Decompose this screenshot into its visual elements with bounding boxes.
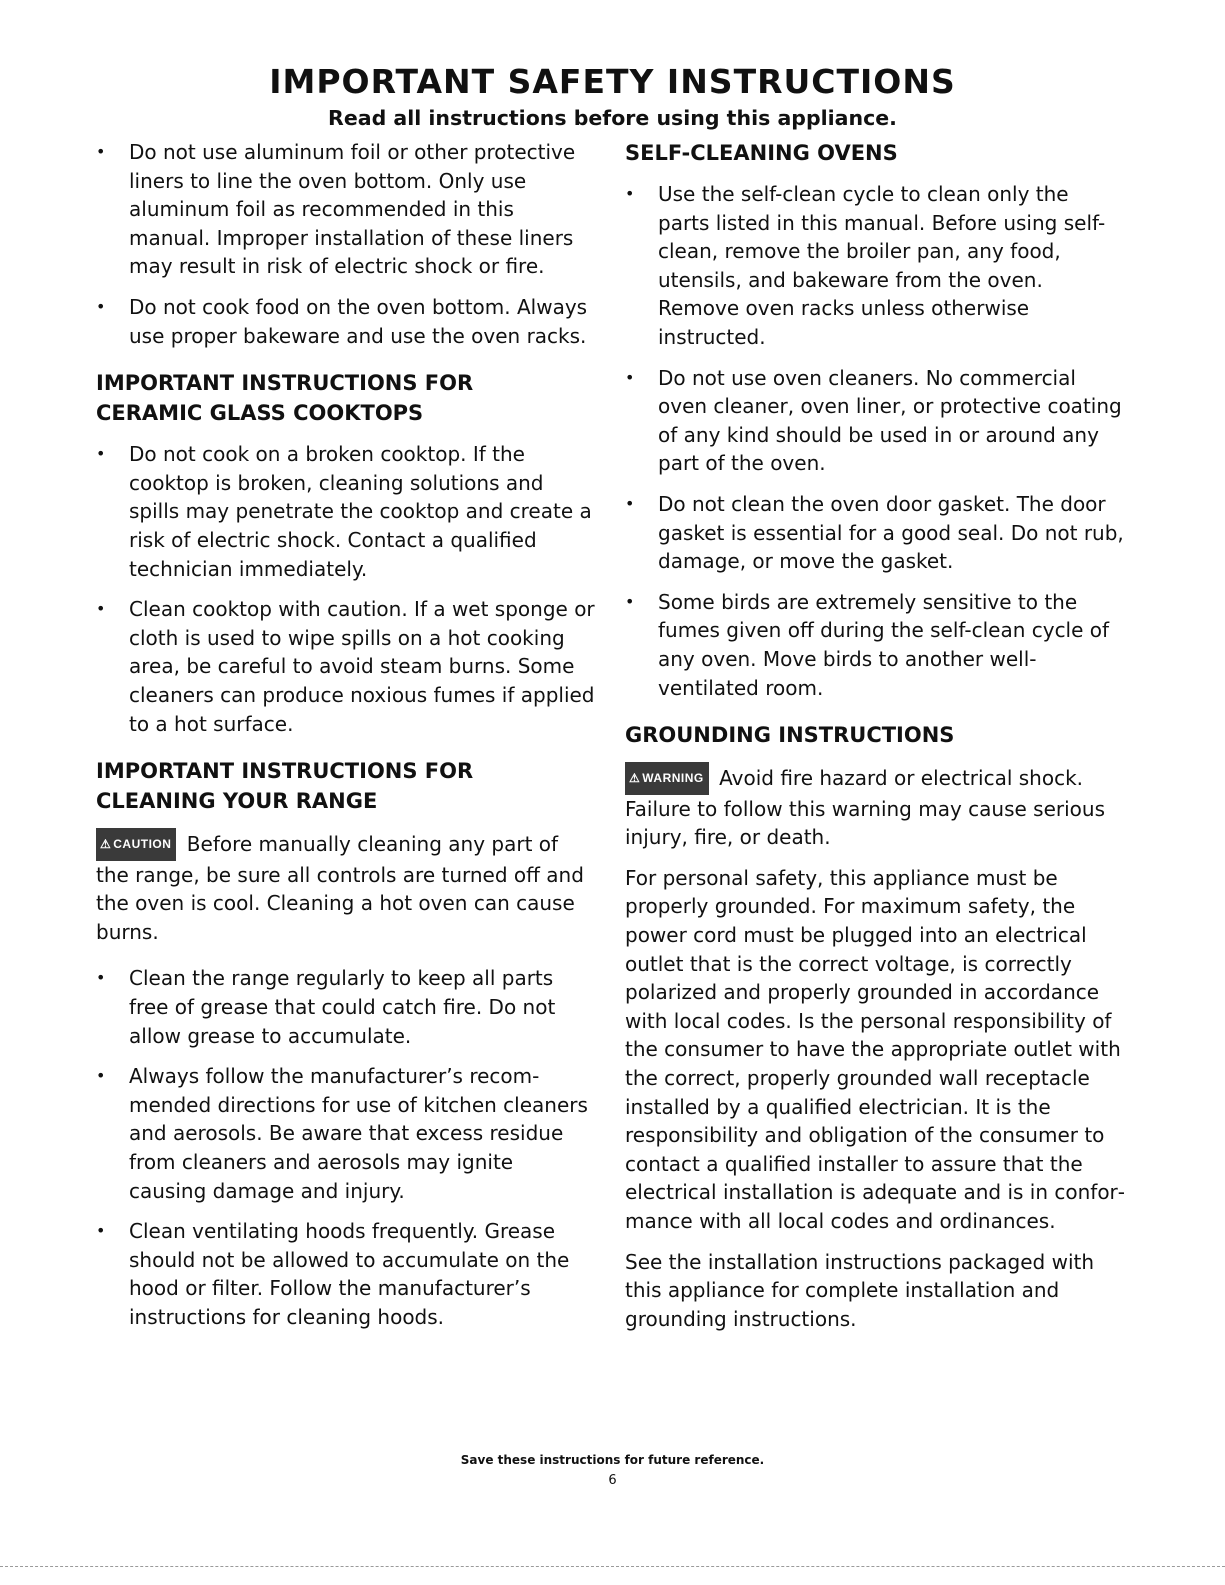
ceramic-bullet-list: [96, 440, 596, 738]
warning-notice: [625, 762, 1125, 852]
bullet-text: Clean ventilating hoods frequently. Grease should not be allowed to accumulate on the hood or filter. Follow the manufacturer’s instructions for cleaning hoods.: [129, 1219, 570, 1329]
footer-note: Save these instructions for future reference.: [460, 1453, 765, 1467]
left-column: [96, 138, 596, 1332]
self-cleaning-heading: SELF-CLEANING OVENS: [625, 141, 898, 165]
self-cleaning-bullet-list: [625, 180, 1125, 702]
list-item: [96, 964, 596, 1050]
bullet-text: Clean the range regularly to keep all parts free of grease that could catch fire. Do not allow grease to accumulate.: [129, 966, 556, 1048]
bullet-icon: •: [625, 367, 635, 387]
bullet-text: Do not use aluminum foil or other protective liners to line the oven bottom. Only use aluminum foil as recommended in this manual. Improper installation of these liners may result in risk of electric shock or fire.: [129, 140, 576, 279]
list-item: [625, 364, 1125, 478]
bullet-text: Some birds are extremely sensitive to the fumes given off during the self-clean cycle of any oven. Move birds to another well-ventilated room.: [658, 589, 1110, 700]
list-item: [96, 1217, 596, 1331]
caution-text: Before manually cleaning any part of the range, be sure all controls are turned off and the oven is cool. Cleaning a hot oven can cause burns.: [96, 832, 584, 944]
cleaning-bullet-list: [96, 964, 596, 1331]
bottom-divider: [0, 1566, 1225, 1567]
bullet-text: Clean cooktop with caution. If a wet sponge or cloth is used to wipe spills on a hot cooking area, be careful to avoid steam burns. Some cleaners can produce noxious fumes if applied to a hot surface.: [129, 597, 595, 736]
bullet-icon: •: [96, 968, 106, 988]
warning-triangle-icon: ⚠: [100, 837, 112, 852]
list-item: [625, 490, 1125, 576]
page-title: IMPORTANT SAFETY INSTRUCTIONS: [269, 62, 956, 101]
intro-bullet-list: [96, 138, 596, 350]
warning-text: Avoid fire hazard or electrical shock. Failure to follow this warning may cause serious injury, fire, or death.: [625, 766, 1106, 850]
bullet-text: Use the self-clean cycle to clean only the parts listed in this manual. Before using self-clean, remove the broiler pan, any food, utensils, and bakeware from the oven. Remove oven racks unless otherwise instructed.: [658, 182, 1106, 349]
grounding-heading: GROUNDING INSTRUCTIONS: [625, 723, 955, 748]
bullet-text: Always follow the manufacturer’s recommended directions for use of kitchen cleaners and aerosols. Be aware that excess residue from cleaners and aerosols may ignite causing damage and injury.: [129, 1064, 588, 1203]
installation-paragraph: See the installation instructions packaged with this appliance for complete installation and grounding instructions.: [625, 1249, 1095, 1331]
bullet-icon: •: [96, 599, 106, 619]
list-item: [96, 1062, 596, 1205]
list-item: [625, 588, 1125, 702]
bullet-icon: •: [96, 1066, 106, 1086]
caution-notice: [96, 828, 596, 946]
grounding-paragraph: For personal safety, this appliance must be properly grounded. For maximum safety, the power cord must be plugged into an electrical outlet that is the correct voltage, is correctly polarized and properly grounded in accordance with local codes. Is the personal responsibility of the consumer to have the appropriate outlet with the correct, properly grounded wall receptacle installed by a qualified electrician. It is the responsibility and obligation of the consumer to contact a qualified installer to assure that the electrical installation is adequate and is in conformance with all local codes and ordinances.: [625, 865, 1125, 1233]
list-item: [625, 180, 1125, 352]
page-number: 6: [608, 1473, 617, 1488]
ceramic-cooktops-heading: IMPORTANT INSTRUCTIONS FOR CERAMIC GLASS COOKTOPS: [96, 371, 474, 426]
bullet-text: Do not clean the oven door gasket. The door gasket is essential for a good seal. Do not rub, damage, or move the gasket.: [658, 491, 1124, 574]
list-item: [96, 440, 596, 583]
bullet-icon: •: [96, 444, 106, 464]
bullet-icon: •: [96, 142, 106, 161]
page-subtitle: Read all instructions before using this appliance.: [328, 106, 897, 130]
bullet-icon: •: [625, 184, 635, 203]
right-column: [625, 138, 1125, 1333]
warning-triangle-icon: ⚠: [629, 771, 641, 786]
list-item: [96, 138, 596, 281]
caution-badge: ⚠ CAUTION: [96, 828, 176, 861]
bullet-text: Do not use oven cleaners. No commercial oven cleaner, oven liner, or protective coating of any kind should be used in or around any part of the oven.: [658, 365, 1122, 476]
cleaning-range-heading: IMPORTANT INSTRUCTIONS FOR CLEANING YOUR RANGE: [96, 759, 474, 814]
bullet-text: Do not cook food on the oven bottom. Always use proper bakeware and use the oven racks.: [129, 294, 588, 348]
bullet-text: Do not cook on a broken cooktop. If the cooktop is broken, cleaning solutions and spills may penetrate the cooktop and create a risk of electric shock. Contact a qualified technician immediately.: [129, 442, 592, 581]
list-item: [96, 595, 596, 738]
bullet-icon: •: [625, 591, 635, 611]
bullet-icon: •: [625, 493, 635, 513]
list-item: [96, 293, 596, 350]
warning-badge: ⚠ WARNING: [625, 762, 709, 795]
bullet-icon: •: [96, 296, 106, 316]
bullet-icon: •: [96, 1221, 106, 1241]
